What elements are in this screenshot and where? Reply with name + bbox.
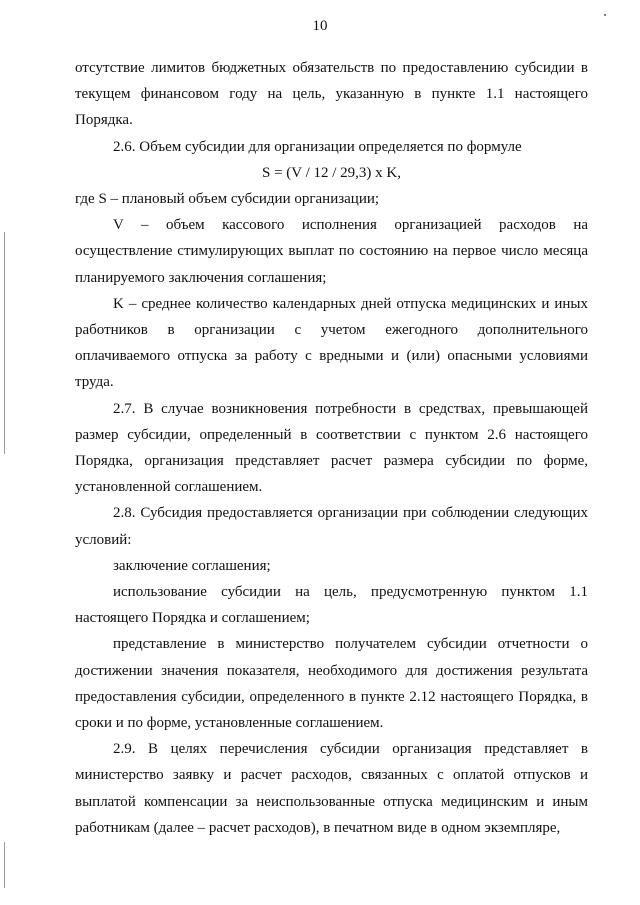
scan-edge-line-lower bbox=[4, 842, 5, 888]
condition-reporting: представление в министерство получателем субсидии отчетности о достижении значения показателя, необходимого для достижения результата предоставления субсидии, определенного в пункте 2.12 настоящего Порядка, в сроки и по форме, установленные соглашением. bbox=[75, 636, 588, 732]
formula: S = (V / 12 / 29,3) x K, bbox=[261, 164, 402, 181]
paragraph-2-8: 2.8. Субсидия предоставляется организации при соблюдении следующих условий: bbox=[75, 505, 588, 548]
document-body bbox=[75, 55, 588, 841]
paragraph-continuation: отсутствие лимитов бюджетных обязательств по предоставлению субсидии в текущем финансовом году на цель, указанную в пункте 1.1 настоящего Порядка. bbox=[75, 60, 588, 129]
page-number: 10 bbox=[312, 18, 328, 34]
condition-agreement: заключение соглашения; bbox=[113, 557, 271, 574]
paragraph-2-9: 2.9. В целях перечисления субсидии организация представляет в министерство заявку и расчет расходов, связанных с оплатой отпусков и выплатой компенсации за неиспользованные отпуска медицинским и иным работникам (далее – расчет расходов), в печатном виде в одном экземпляре, bbox=[75, 741, 588, 836]
paragraph-2-6: 2.6. Объем субсидии для организации определяется по формуле bbox=[113, 138, 522, 155]
paragraph-k-definition: K – среднее количество календарных дней отпуска медицинских и иных работников в организации с учетом ежегодного дополнительного оплачиваемого отпуска за работу с вредными и (или) опасными условиями труда. bbox=[75, 295, 588, 391]
paragraph-s-definition: где S – плановый объем субсидии организации; bbox=[75, 191, 380, 208]
scan-edge-line bbox=[4, 232, 5, 454]
condition-purpose: использование субсидии на цель, предусмотренную пунктом 1.1 настоящего Порядка и соглашением; bbox=[75, 584, 588, 627]
paragraph-2-7: 2.7. В случае возникновения потребности в средствах, превышающей размер субсидии, определенный в соответствии с пунктом 2.6 настоящего Порядка, организация представляет расчет размера субсидии по форме, установленной соглашением. bbox=[75, 400, 588, 496]
scan-dot-mark bbox=[604, 14, 606, 16]
paragraph-v-definition: V – объем кассового исполнения организацией расходов на осуществление стимулирующих выплат по состоянию на первое число месяца планируемого заключения соглашения; bbox=[75, 217, 588, 286]
